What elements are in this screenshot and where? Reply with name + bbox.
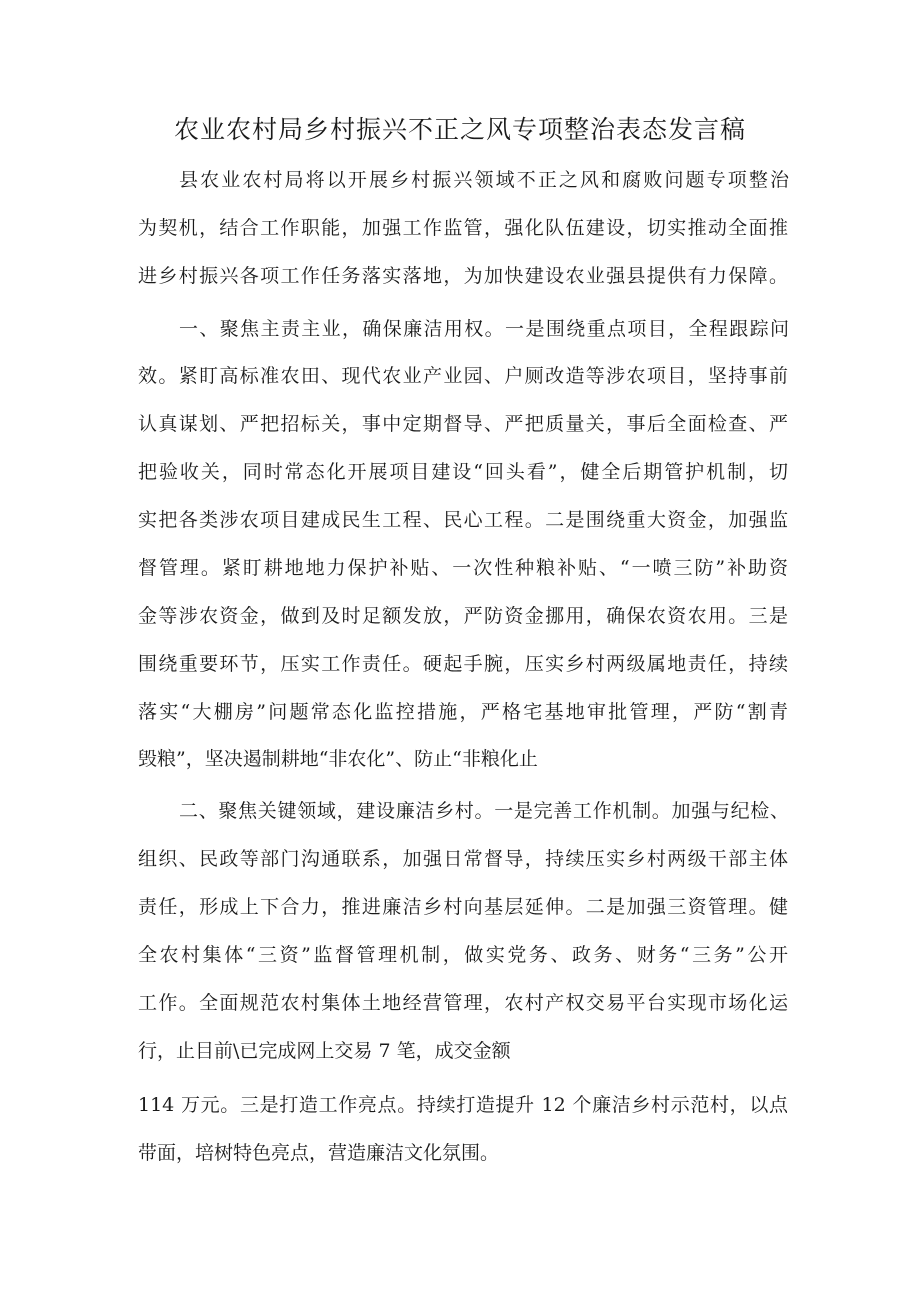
document-title: 农业农村局乡村振兴不正之风专项整治表态发言稿 — [173, 115, 746, 144]
section2-line-4: 全农村集体“三资”监督管理机制，做实党务、政务、财务“三务”公开 — [138, 944, 788, 966]
section2-line-6: 行，止目前\已完成网上交易 7 笔，成交金额 — [138, 1040, 511, 1062]
intro-line-1: 县农业农村局将以开展乡村振兴领域不正之风和腐败问题专项整治 — [179, 169, 789, 191]
section1-line-9: 落实“大棚房”问题常态化监控措施，严格宅基地审批管理，严防“割青 — [138, 701, 788, 723]
section2-line-7: 114 万元。三是打造工作亮点。持续打造提升 12 个廉洁乡村示范村，以点 — [138, 1094, 788, 1116]
section1-line-7: 金等涉农资金，做到及时足额发放，严防资金挪用，确保农资农用。三是 — [138, 605, 788, 627]
section2-line-3: 责任，形成上下合力，推进廉洁乡村向基层延伸。二是加强三资管理。健 — [138, 896, 788, 918]
section1-line-3: 认真谋划、严把招标关，事中定期督导、严把质量关，事后全面检查、严 — [138, 413, 788, 435]
section1-line-8: 围绕重要环节，压实工作责任。硬起手腕，压实乡村两级属地责任，持续 — [138, 653, 788, 675]
section2-line-5: 工作。全面规范农村集体土地经营管理，农村产权交易平台实现市场化运 — [138, 992, 788, 1014]
section2-line-8: 带面，培树特色亮点，营造廉洁文化氛围。 — [138, 1142, 500, 1164]
section1-line-5: 实把各类涉农项目建成民生工程、民心工程。二是围绕重大资金，加强监 — [138, 509, 788, 531]
section2-line-1: 二、聚焦关键领域，建设廉洁乡村。一是完善工作机制。加强与纪检、 — [179, 800, 789, 822]
section1-line-1: 一、聚焦主责主业，确保廉洁用权。一是围绕重点项目，全程跟踪问 — [179, 318, 789, 340]
section1-line-4: 把验收关，同时常态化开展项目建设“回头看”，健全后期管护机制，切 — [138, 461, 788, 483]
intro-line-2: 为契机，结合工作职能，加强工作监管，强化队伍建设，切实推动全面推 — [138, 217, 788, 239]
intro-line-3: 进乡村振兴各项工作任务落实落地，为加快建设农业强县提供有力保障。 — [138, 265, 788, 287]
section2-line-2: 组织、民政等部门沟通联系，加强日常督导，持续压实乡村两级干部主体 — [138, 848, 788, 870]
section1-line-10: 毁粮”，坚决遏制耕地“非农化”、防止“非粮化止 — [138, 748, 538, 770]
section1-line-2: 效。紧盯高标准农田、现代农业产业园、户厕改造等涉农项目，坚持事前 — [138, 365, 788, 387]
section1-line-6: 督管理。紧盯耕地地力保护补贴、一次性种粮补贴、“一喷三防”补助资 — [138, 557, 788, 579]
